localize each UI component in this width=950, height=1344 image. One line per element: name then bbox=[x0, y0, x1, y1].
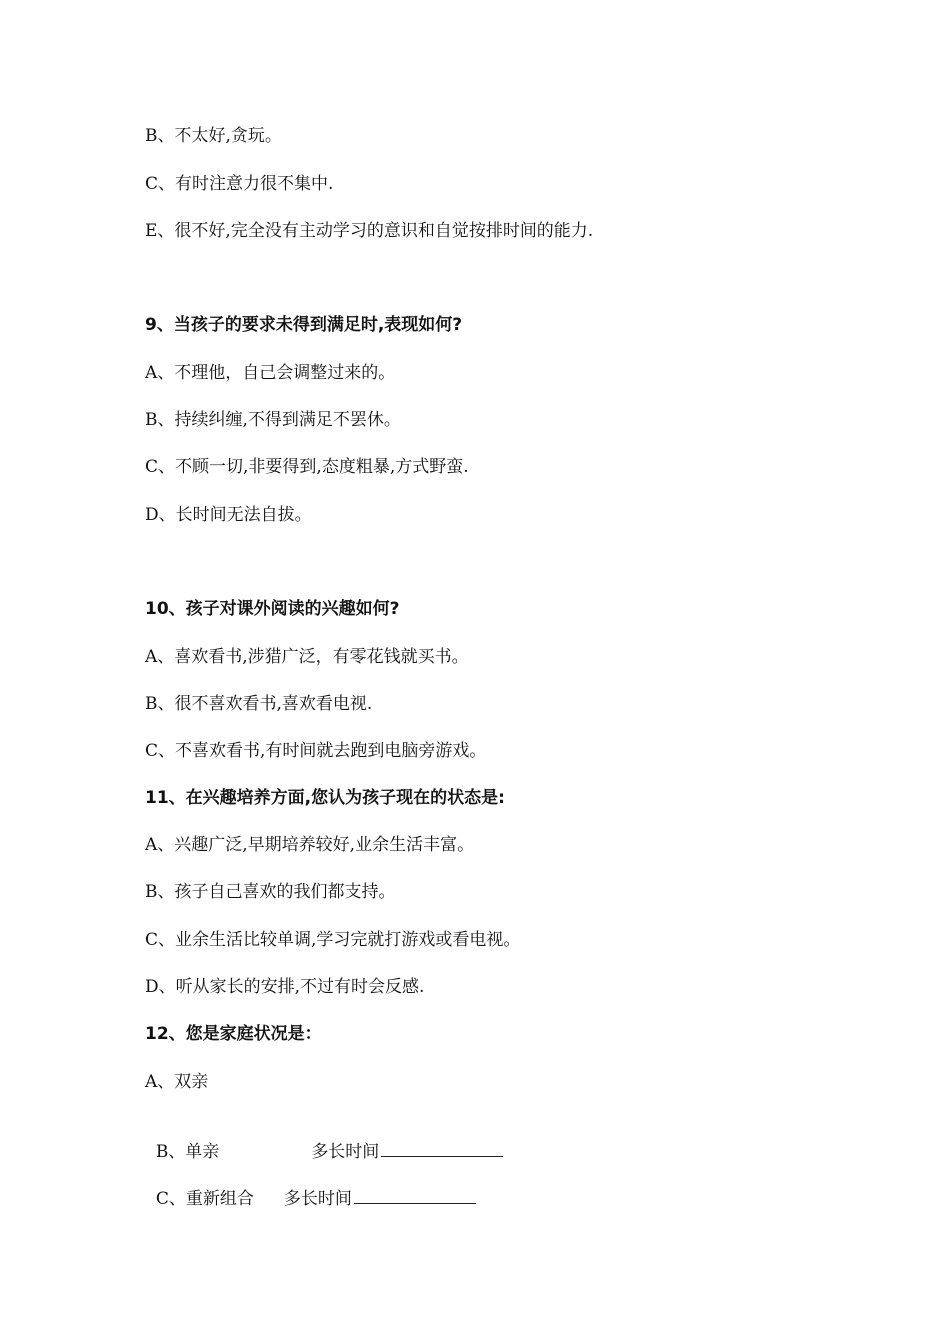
q8-option-c: C、有时注意力很不集中. bbox=[145, 174, 334, 194]
q10-title: 10、孩子对课外阅读的兴趣如何? bbox=[145, 599, 400, 619]
q12-option-b-row bbox=[145, 1118, 503, 1163]
q12-option-c-duration-label: 多长时间 bbox=[283, 1189, 352, 1209]
q11-option-c: C、业余生活比较单调,学习完就打游戏或看电视。 bbox=[145, 930, 521, 950]
q11-option-d: D、听从家长的安排,不过有时会反感. bbox=[145, 977, 425, 997]
q10-option-b: B、很不喜欢看书,喜欢看电视. bbox=[145, 694, 373, 714]
q12-option-c-duration-blank[interactable] bbox=[354, 1187, 476, 1204]
q12-option-a: A、双亲 bbox=[145, 1072, 209, 1092]
q12-option-c-label: C、重新组合 bbox=[155, 1189, 254, 1209]
q12-title: 12、您是家庭状况是： bbox=[145, 1024, 322, 1044]
q12-option-b-duration-label: 多长时间 bbox=[311, 1142, 380, 1162]
q8-option-b: B、不太好,贪玩。 bbox=[145, 126, 282, 146]
q9-option-a: A、不理他，自己会调整过来的。 bbox=[145, 363, 396, 383]
q11-option-b: B、孩子自己喜欢的我们都支持。 bbox=[145, 882, 396, 902]
q12-option-b-label: B、单亲 bbox=[155, 1142, 220, 1162]
q10-option-a: A、喜欢看书,涉猎广泛，有零花钱就买书。 bbox=[145, 647, 469, 667]
q11-title: 11、在兴趣培养方面,您认为孩子现在的状态是: bbox=[145, 788, 505, 808]
q11-option-a: A、兴趣广泛,早期培养较好,业余生活丰富。 bbox=[145, 835, 475, 855]
q9-option-d: D、长时间无法自拔。 bbox=[145, 505, 312, 525]
q8-option-e: E、很不好,完全没有主动学习的意识和自觉按排时间的能力. bbox=[145, 221, 594, 241]
q9-title: 9、当孩子的要求未得到满足时,表现如何? bbox=[145, 315, 463, 335]
q12-option-b-duration-blank[interactable] bbox=[381, 1140, 503, 1157]
q10-option-c: C、不喜欢看书,有时间就去跑到电脑旁游戏。 bbox=[145, 741, 487, 761]
q12-option-c-row bbox=[145, 1165, 476, 1210]
q9-option-c: C、不顾一切,非要得到,态度粗暴,方式野蛮. bbox=[145, 457, 469, 477]
q9-option-b: B、持续纠缠,不得到满足不罢休。 bbox=[145, 410, 401, 430]
